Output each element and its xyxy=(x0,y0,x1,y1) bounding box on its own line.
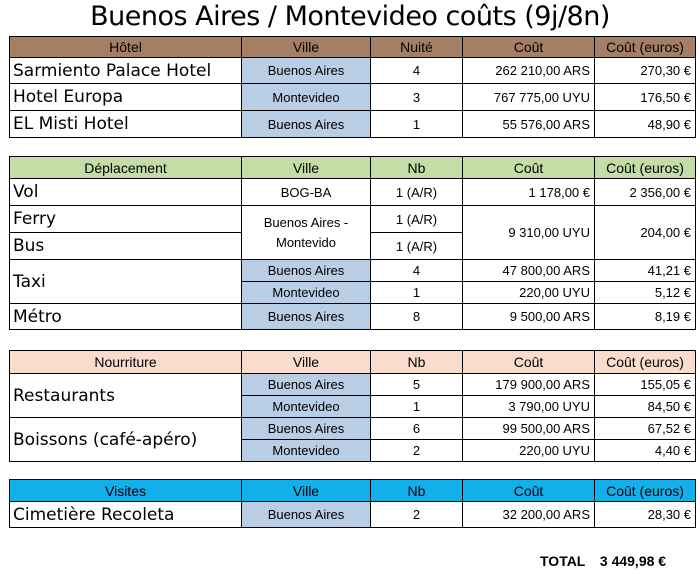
visites-table xyxy=(9,479,696,528)
header-cout-euros: Coût (euros) xyxy=(595,480,696,502)
hotel-city: Buenos Aires xyxy=(242,58,371,84)
transport-city: Buenos Aires xyxy=(242,260,371,282)
header-nb: Nb xyxy=(371,480,463,502)
transport-cost: 9 500,00 ARS xyxy=(463,304,595,330)
hotel-table xyxy=(9,36,696,138)
food-name: Boissons (café-apéro) xyxy=(10,418,242,462)
transport-count: 4 xyxy=(371,260,463,282)
header-deplacement: Déplacement xyxy=(10,157,242,179)
table-row xyxy=(10,418,696,440)
hotel-nights: 4 xyxy=(371,58,463,84)
transport-count: 1 (A/R) xyxy=(371,233,463,260)
transport-city: Buenos Aires xyxy=(242,304,371,330)
transport-city: Buenos Aires - Montevido xyxy=(242,206,371,260)
header-nuite: Nuité xyxy=(371,37,463,58)
header-cout-euros: Coût (euros) xyxy=(595,351,696,374)
table-row xyxy=(10,179,696,206)
header-cout: Coût xyxy=(463,157,595,179)
visit-count: 2 xyxy=(371,502,463,528)
hotel-cost-euros: 270,30 € xyxy=(595,58,696,84)
food-city: Buenos Aires xyxy=(242,418,371,440)
transport-name: Vol xyxy=(10,179,242,206)
transport-count: 1 (A/R) xyxy=(371,206,463,233)
food-city: Montevideo xyxy=(242,440,371,462)
header-hotel: Hôtel xyxy=(10,37,242,58)
transport-cost: 1 178,00 € xyxy=(463,179,595,206)
total-value: 3 449,98 € xyxy=(599,553,667,569)
transport-cost-euros: 2 356,00 € xyxy=(595,179,696,206)
deplacement-header-row xyxy=(10,157,696,179)
visit-cost: 32 200,00 ARS xyxy=(463,502,595,528)
food-cost: 179 900,00 ARS xyxy=(463,374,595,396)
food-cost: 3 790,00 UYU xyxy=(463,396,595,418)
food-count: 6 xyxy=(371,418,463,440)
hotel-cost-euros: 48,90 € xyxy=(595,111,696,138)
hotel-nights: 3 xyxy=(371,84,463,111)
table-row xyxy=(10,374,696,396)
table-row xyxy=(10,502,696,528)
header-cout: Coût xyxy=(463,480,595,502)
food-count: 2 xyxy=(371,440,463,462)
nourriture-table xyxy=(9,350,696,462)
transport-cost-euros: 5,12 € xyxy=(595,282,696,304)
nourriture-header-row xyxy=(10,351,696,374)
hotel-nights: 1 xyxy=(371,111,463,138)
table-row xyxy=(10,260,696,282)
transport-count: 1 xyxy=(371,282,463,304)
visit-city: Buenos Aires xyxy=(242,502,371,528)
transport-city: Montevideo xyxy=(242,282,371,304)
total-line xyxy=(540,553,690,569)
header-nourriture: Nourriture xyxy=(10,351,242,374)
transport-cost: 47 800,00 ARS xyxy=(463,260,595,282)
food-cost-euros: 67,52 € xyxy=(595,418,696,440)
hotel-name: Hotel Europa xyxy=(10,84,242,111)
transport-name: Taxi xyxy=(10,260,242,304)
food-cost-euros: 155,05 € xyxy=(595,374,696,396)
food-city: Montevideo xyxy=(242,396,371,418)
header-visites: Visites xyxy=(10,480,242,502)
table-row xyxy=(10,206,696,233)
food-count: 5 xyxy=(371,374,463,396)
hotel-name: EL Misti Hotel xyxy=(10,111,242,138)
transport-cost: 220,00 UYU xyxy=(463,282,595,304)
table-row xyxy=(10,84,696,111)
food-name: Restaurants xyxy=(10,374,242,418)
food-city: Buenos Aires xyxy=(242,374,371,396)
transport-name: Métro xyxy=(10,304,242,330)
header-cout: Coût xyxy=(463,37,595,58)
header-ville: Ville xyxy=(242,157,371,179)
hotel-cost: 262 210,00 ARS xyxy=(463,58,595,84)
transport-name: Ferry xyxy=(10,206,242,233)
total-label: TOTAL xyxy=(540,553,586,569)
food-cost: 99 500,00 ARS xyxy=(463,418,595,440)
transport-count: 1 (A/R) xyxy=(371,179,463,206)
hotel-city: Buenos Aires xyxy=(242,111,371,138)
transport-cost-euros: 8,19 € xyxy=(595,304,696,330)
food-count: 1 xyxy=(371,396,463,418)
header-ville: Ville xyxy=(242,37,371,58)
hotel-cost: 767 775,00 UYU xyxy=(463,84,595,111)
food-cost-euros: 84,50 € xyxy=(595,396,696,418)
hotel-name: Sarmiento Palace Hotel xyxy=(10,58,242,84)
visites-header-row xyxy=(10,480,696,502)
header-nb: Nb xyxy=(371,157,463,179)
header-cout: Coût xyxy=(463,351,595,374)
transport-city: BOG-BA xyxy=(242,179,371,206)
transport-name: Bus xyxy=(10,233,242,260)
header-ville: Ville xyxy=(242,480,371,502)
page-title: Buenos Aires / Montevideo coûts (9j/8n) xyxy=(90,1,610,32)
table-row xyxy=(10,58,696,84)
deplacement-table xyxy=(9,156,696,330)
visit-name: Cimetière Recoleta xyxy=(10,502,242,528)
hotel-cost-euros: 176,50 € xyxy=(595,84,696,111)
visit-cost-euros: 28,30 € xyxy=(595,502,696,528)
transport-cost: 9 310,00 UYU xyxy=(463,206,595,260)
header-cout-euros: Coût (euros) xyxy=(595,157,696,179)
header-cout-euros: Coût (euros) xyxy=(595,37,696,58)
hotel-cost: 55 576,00 ARS xyxy=(463,111,595,138)
table-row xyxy=(10,304,696,330)
transport-cost-euros: 204,00 € xyxy=(595,206,696,260)
food-cost-euros: 4,40 € xyxy=(595,440,696,462)
hotel-header-row xyxy=(10,37,696,58)
header-ville: Ville xyxy=(242,351,371,374)
header-nb: Nb xyxy=(371,351,463,374)
transport-count: 8 xyxy=(371,304,463,330)
food-cost: 220,00 UYU xyxy=(463,440,595,462)
table-row xyxy=(10,111,696,138)
transport-cost-euros: 41,21 € xyxy=(595,260,696,282)
hotel-city: Montevideo xyxy=(242,84,371,111)
